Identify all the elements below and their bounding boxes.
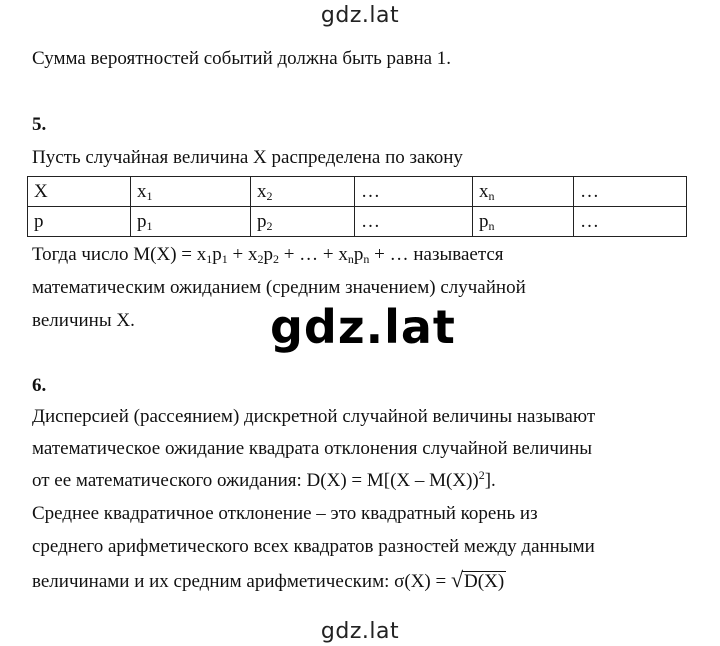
table-cell: … bbox=[355, 177, 473, 207]
table-cell: p bbox=[28, 207, 131, 237]
expectation-formula: Тогда число $M(X) = x_1p_1 + x_2p_2$ + … + $x_np_n$ + … называется bbox=[32, 244, 504, 266]
sum-probabilities-text: Сумма вероятностей событий должна быть равна 1. bbox=[32, 48, 452, 69]
table-cell: $p_1$ bbox=[131, 207, 251, 237]
table-cell: … bbox=[355, 207, 473, 237]
square-root-sign: √ bbox=[450, 567, 464, 592]
section-6-number: 6. bbox=[32, 375, 47, 396]
table-cell: … bbox=[574, 177, 687, 207]
watermark-top: gdz.lat bbox=[320, 3, 400, 28]
table-cell: $x_2$ bbox=[251, 177, 355, 207]
std-deviation-formula-line: величинами и их средним арифметическим: σ(X) = √D(X) bbox=[32, 567, 505, 592]
variance-formula-line: от ее математического ожидания: D(X) = M[(X – M(X))$^2$]. bbox=[32, 468, 496, 491]
section-6-line-2: математическое ожидание квадрата отклонения случайной величины bbox=[32, 438, 593, 459]
section-5-number: 5. bbox=[32, 114, 47, 135]
table-cell: … bbox=[574, 207, 687, 237]
radicand: D(X) bbox=[464, 571, 505, 592]
section-5-line-2: математическим ожиданием (средним значением) случайной bbox=[32, 277, 526, 298]
table-cell: $x_1$ bbox=[131, 177, 251, 207]
section-6-line-4: Среднее квадратичное отклонение – это квадратный корень из bbox=[32, 503, 538, 524]
watermark-bottom: gdz.lat bbox=[320, 619, 400, 644]
section-5-line-3: величины X. bbox=[32, 310, 135, 331]
table-cell: $x_n$ bbox=[473, 177, 574, 207]
section-5-intro: Пусть случайная величина X распределена по закону bbox=[32, 147, 463, 168]
section-6-line-5: среднего арифметического всех квадратов разностей между данными bbox=[32, 536, 595, 557]
table-row bbox=[28, 207, 687, 237]
table-row bbox=[28, 177, 687, 207]
table-cell: $p_n$ bbox=[473, 207, 574, 237]
table-cell: $p_2$ bbox=[251, 207, 355, 237]
distribution-table bbox=[27, 176, 687, 237]
table-cell: X bbox=[28, 177, 131, 207]
watermark-middle: gdz.lat bbox=[270, 300, 456, 354]
section-6-line-1: Дисперсией (рассеянием) дискретной случайной величины называют bbox=[32, 406, 596, 427]
